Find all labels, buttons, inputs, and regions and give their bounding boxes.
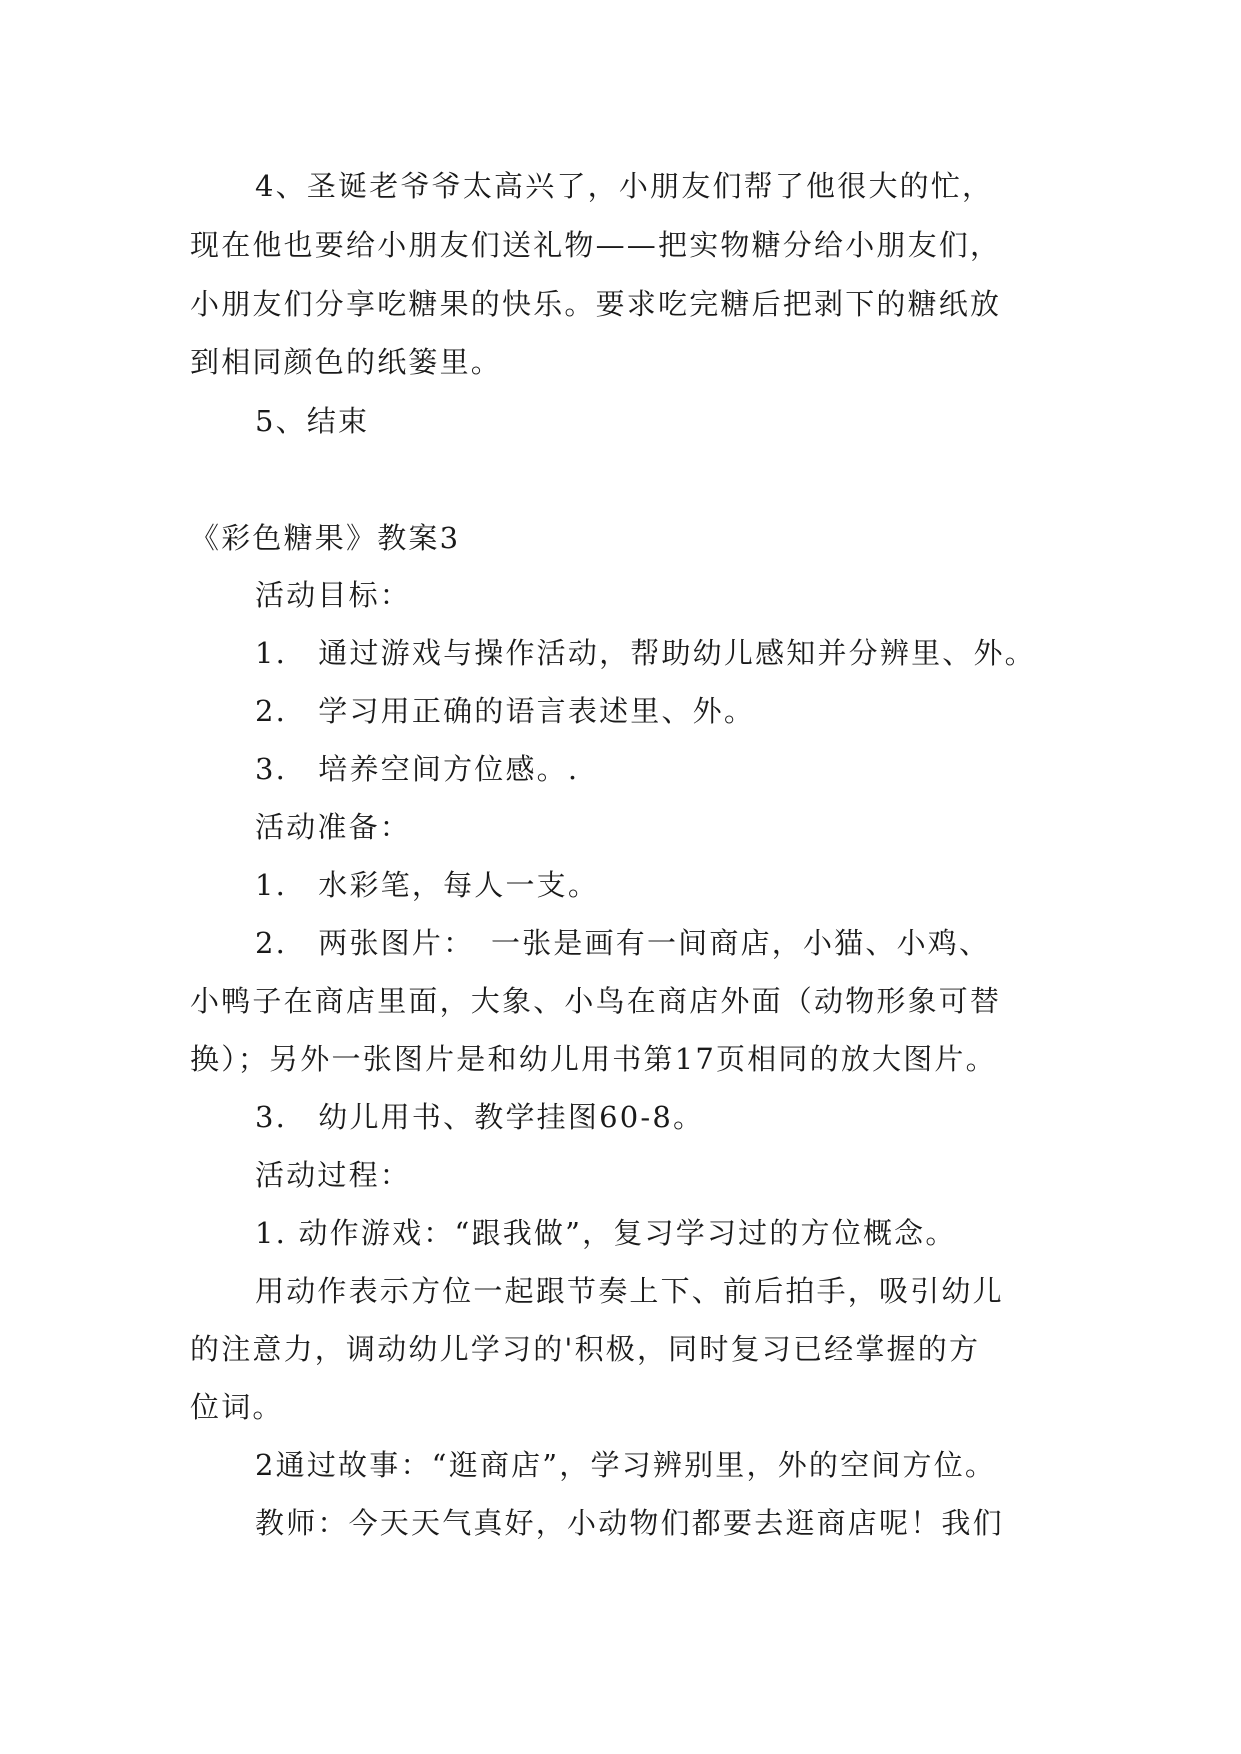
list-item: 1. 通过游戏与操作活动，帮助幼儿感知并分辨里、外。 (255, 636, 1036, 670)
list-item: 1. 动作游戏：“跟我做”，复习学习过的方位概念。 (255, 1216, 957, 1250)
list-item: 1. 水彩笔，每人一支。 (255, 868, 600, 902)
list-item: 2. 学习用正确的语言表述里、外。 (255, 694, 756, 728)
text-line: 4、圣诞老爷爷太高兴了，小朋友们帮了他很大的忙， (255, 169, 994, 203)
section-heading: 《彩色糖果》教案3 (190, 521, 461, 555)
list-item: 2通过故事：“逛商店”，学习辨别里，外的空间方位。 (255, 1448, 997, 1482)
text-line: 小鸭子在商店里面，大象、小鸟在商店外面（动物形象可替 (190, 984, 1002, 1018)
text-line: 位词。 (190, 1390, 284, 1424)
text-line: 小朋友们分享吃糖果的快乐。要求吃完糖后把剥下的糖纸放 (190, 287, 1002, 321)
text-line: 教师：今天天气真好，小动物们都要去逛商店呢！我们 (255, 1506, 1004, 1540)
text-line: 到相同颜色的纸篓里。 (190, 345, 503, 379)
subheading: 活动准备： (255, 810, 412, 844)
text-line: 换）；另外一张图片是和幼儿用书第17页相同的放大图片。 (190, 1042, 997, 1076)
text-line: 5、结束 (255, 404, 370, 438)
text-line: 用动作表示方位一起跟节奏上下、前后拍手，吸引幼儿 (255, 1274, 1004, 1308)
list-item: 3. 培养空间方位感。. (255, 752, 580, 786)
subheading: 活动过程： (255, 1158, 412, 1192)
subheading: 活动目标： (255, 578, 412, 612)
list-item: 2. 两张图片： 一张是画有一间商店，小猫、小鸡、 (255, 926, 991, 960)
list-item: 3. 幼儿用书、教学挂图60-8。 (255, 1100, 705, 1134)
text-line: 现在他也要给小朋友们送礼物——把实物糖分给小朋友们， (190, 228, 1002, 262)
text-line: 的注意力，调动幼儿学习的'积极，同时复习已经掌握的方 (190, 1332, 981, 1366)
